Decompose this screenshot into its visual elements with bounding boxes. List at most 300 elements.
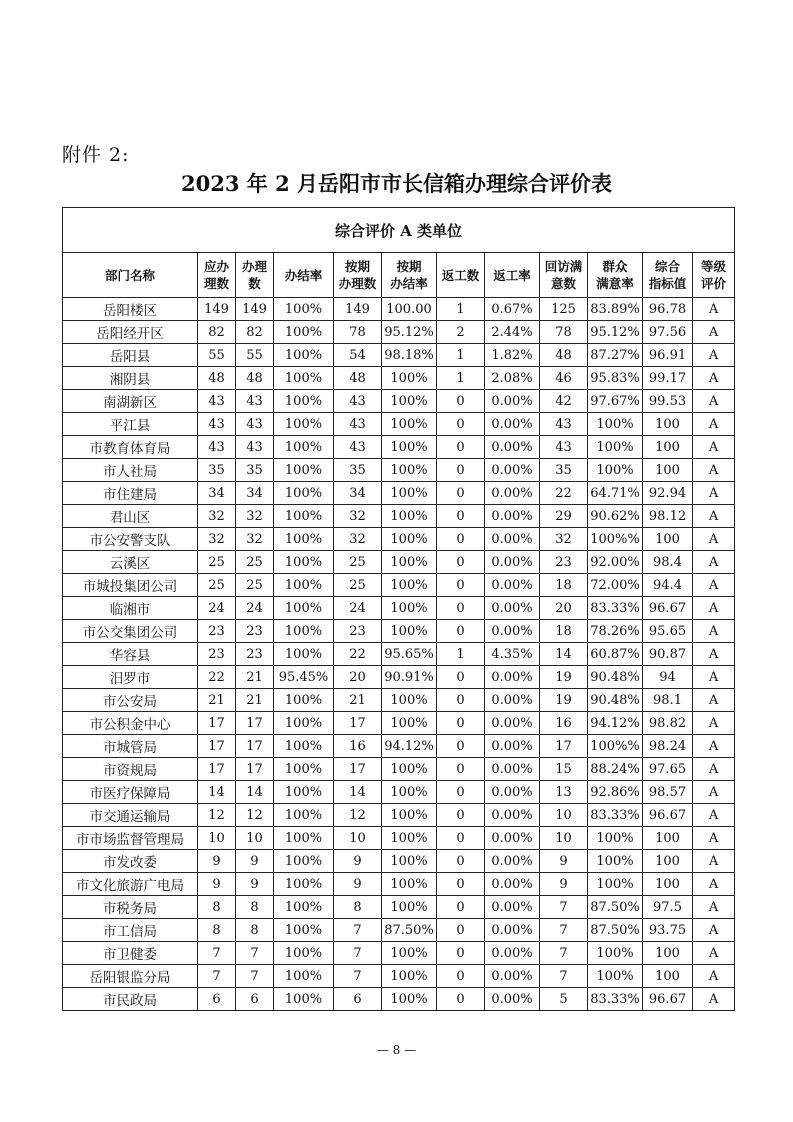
table-cell: A [693,735,735,758]
table-cell: A [693,505,735,528]
table-cell: 32 [236,528,274,551]
table-cell: 24 [198,597,236,620]
table-cell: 43 [198,436,236,459]
table-cell: 100 [643,873,693,896]
table-cell: 0 [437,505,485,528]
table-cell: 100% [382,850,437,873]
table-row [63,321,735,344]
table-cell: 100% [274,344,334,367]
table-cell: 54 [334,344,382,367]
table-cell: 7 [236,965,274,988]
table-cell: 48 [540,344,588,367]
table-cell: 8 [198,919,236,942]
table-cell: 0.00% [485,942,540,965]
column-header-line: 意数 [550,276,576,291]
table-cell: 88.24% [588,758,643,781]
table-cell: A [693,551,735,574]
table-row [63,919,735,942]
table-cell: A [693,574,735,597]
table-cell: 100% [588,436,643,459]
table-cell: 43 [198,390,236,413]
table-cell: 17 [198,758,236,781]
table-cell: 0.00% [485,528,540,551]
table-cell: 9 [540,850,588,873]
table-cell: A [693,827,735,850]
table-cell: 0 [437,758,485,781]
table-cell: 92.00% [588,551,643,574]
table-cell: 100% [588,459,643,482]
table-row [63,528,735,551]
table-cell: 100 [643,413,693,436]
table-cell: A [693,666,735,689]
table-cell: 87.50% [382,919,437,942]
table-cell: 95.83% [588,367,643,390]
table-row [63,436,735,459]
table-cell: 8 [334,896,382,919]
table-cell: 100% [274,804,334,827]
table-cell: 94.12% [588,712,643,735]
table-cell: 7 [334,919,382,942]
table-cell: 17 [334,712,382,735]
department-name-cell: 市卫健委 [63,942,198,965]
table-cell: 100% [588,942,643,965]
table-cell: 94.12% [382,735,437,758]
table-cell: 7 [540,942,588,965]
table-cell: 60.87% [588,643,643,666]
header-row [63,253,735,298]
table-cell: 9 [334,850,382,873]
table-cell: 97.65 [643,758,693,781]
table-cell: 9 [236,873,274,896]
table-cell: 25 [236,574,274,597]
table-cell: 17 [540,735,588,758]
table-cell: A [693,896,735,919]
attachment-label: 附件 2: [62,144,130,166]
table-cell: 17 [236,735,274,758]
table-cell: 14 [540,643,588,666]
table-cell: 17 [236,712,274,735]
table-row [63,873,735,896]
table-cell: 96.67 [643,597,693,620]
table-cell: 100% [274,827,334,850]
column-header-line: 返工数 [441,267,480,283]
column-header [198,253,236,298]
page-number: — 8 — [376,1043,417,1057]
table-cell: 35 [334,459,382,482]
table-cell: 100% [382,689,437,712]
table-cell: 95.65 [643,620,693,643]
table-row [63,850,735,873]
department-name-cell: 平江县 [63,413,198,436]
table-cell: 0 [437,873,485,896]
table-cell: A [693,436,735,459]
department-name-cell: 市住建局 [63,482,198,505]
table-cell: 48 [236,367,274,390]
table-cell: 16 [540,712,588,735]
table-cell: 83.33% [588,804,643,827]
table-cell: 43 [198,413,236,436]
table-cell: 100% [274,850,334,873]
table-cell: A [693,344,735,367]
table-cell: 100% [382,597,437,620]
table-cell: A [693,781,735,804]
department-name-cell: 市教育体育局 [63,436,198,459]
table-row [63,827,735,850]
department-name-cell: 君山区 [63,505,198,528]
table-cell: 0.00% [485,413,540,436]
table-cell: 22 [334,643,382,666]
table-cell: 100% [274,436,334,459]
table-cell: 97.5 [643,896,693,919]
table-row [63,758,735,781]
table-cell: 0 [437,620,485,643]
table-cell: 23 [198,643,236,666]
table-cell: A [693,482,735,505]
department-name-cell: 市公安局 [63,689,198,712]
table-cell: 0.00% [485,597,540,620]
department-name-cell: 市工信局 [63,919,198,942]
table-cell: 23 [540,551,588,574]
department-name-cell: 岳阳经开区 [63,321,198,344]
table-cell: 100% [588,413,643,436]
table-cell: 100% [274,482,334,505]
department-name-cell: 云溪区 [63,551,198,574]
table-cell: 100% [588,965,643,988]
table-cell: 125 [540,298,588,321]
table-cell: 0.67% [485,298,540,321]
table-cell: A [693,804,735,827]
table-cell: 17 [334,758,382,781]
table-row [63,367,735,390]
table-row [63,988,735,1011]
table-cell: 0 [437,965,485,988]
table-row [63,965,735,988]
table-cell: 149 [334,298,382,321]
table-cell: A [693,528,735,551]
department-name-cell: 市发改委 [63,850,198,873]
table-row [63,735,735,758]
column-header-line: 办理数 [338,276,377,291]
table-cell: 98.1 [643,689,693,712]
table-cell: 100 [643,459,693,482]
table-cell: 8 [236,896,274,919]
table-cell: 100% [382,436,437,459]
table-cell: 0.00% [485,827,540,850]
table-cell: 100 [643,850,693,873]
table-cell: 6 [236,988,274,1011]
column-header [485,253,540,298]
table-cell: 22 [198,666,236,689]
table-cell: 1.82% [485,344,540,367]
table-cell: 0 [437,413,485,436]
column-header [588,253,643,298]
table-cell: 32 [236,505,274,528]
table-cell: 100% [274,551,334,574]
column-header [274,253,334,298]
table-row [63,712,735,735]
table-cell: 0 [437,551,485,574]
department-name-cell: 市民政局 [63,988,198,1011]
table-cell: 100% [382,942,437,965]
column-header-line: 等级 [701,259,727,274]
table-cell: 100% [382,965,437,988]
table-cell: 72.00% [588,574,643,597]
table-cell: 0.00% [485,758,540,781]
table-cell: 100% [274,298,334,321]
department-name-cell: 湘阴县 [63,367,198,390]
table-cell: 0 [437,827,485,850]
table-cell: 48 [334,367,382,390]
table-cell: 90.91% [382,666,437,689]
table-row [63,896,735,919]
table-cell: 96.67 [643,804,693,827]
table-cell: 24 [236,597,274,620]
table-cell: 43 [334,413,382,436]
table-cell: 2.08% [485,367,540,390]
table-cell: 46 [540,367,588,390]
department-name-cell: 市交通运输局 [63,804,198,827]
table-cell: 42 [540,390,588,413]
section-title: 综合评价 A 类单位 [63,208,735,253]
table-cell: 92.94 [643,482,693,505]
table-cell: 55 [236,344,274,367]
table-cell: 15 [540,758,588,781]
table-cell: 43 [236,436,274,459]
table-cell: 0.00% [485,919,540,942]
table-cell: 0 [437,528,485,551]
table-cell: 0.00% [485,873,540,896]
table-cell: 100% [382,459,437,482]
table-cell: 6 [334,988,382,1011]
table-cell: 25 [334,574,382,597]
table-cell: 0 [437,919,485,942]
table-cell: 17 [198,712,236,735]
column-header-line: 返工率 [493,267,531,283]
table-cell: 35 [198,459,236,482]
table-cell: 100% [382,413,437,436]
table-cell: 100% [274,965,334,988]
table-cell: 19 [540,689,588,712]
table-cell: 32 [334,505,382,528]
table-row [63,689,735,712]
table-cell: 24 [334,597,382,620]
table-cell: 0 [437,988,485,1011]
table-cell: 21 [334,689,382,712]
table-cell: A [693,367,735,390]
table-cell: 95.65% [382,643,437,666]
table-cell: 0.00% [485,459,540,482]
department-name-cell: 岳阳银监分局 [63,965,198,988]
table-row [63,459,735,482]
table-cell: 100% [274,643,334,666]
table-cell: 0 [437,574,485,597]
table-cell: 100% [274,620,334,643]
table-cell: 0 [437,459,485,482]
table-cell: 100% [274,367,334,390]
column-header-line: 办结率 [284,267,323,283]
table-cell: 25 [236,551,274,574]
table-cell: 100% [382,758,437,781]
table-cell: 43 [236,413,274,436]
table-cell: 10 [334,827,382,850]
table-cell: 100% [382,712,437,735]
table-cell: 13 [540,781,588,804]
table-cell: 0 [437,735,485,758]
table-cell: 0.00% [485,804,540,827]
table-row [63,344,735,367]
table-cell: 100% [382,804,437,827]
table-cell: 82 [236,321,274,344]
table-cell: A [693,298,735,321]
table-cell: 12 [236,804,274,827]
column-header-line: 理数 [203,276,229,291]
table-cell: A [693,988,735,1011]
table-cell: A [693,459,735,482]
table-cell: 100 [643,965,693,988]
table-cell: 23 [236,643,274,666]
table-cell: 90.48% [588,666,643,689]
table-row [63,620,735,643]
table-cell: 94.4 [643,574,693,597]
table-cell: A [693,413,735,436]
department-name-cell: 市税务局 [63,896,198,919]
table-cell: 8 [236,919,274,942]
table-cell: 100% [274,988,334,1011]
table-cell: A [693,620,735,643]
column-header [437,253,485,298]
table-cell: 100% [588,873,643,896]
table-cell: 98.24 [643,735,693,758]
table-cell: 29 [540,505,588,528]
table-cell: 78 [334,321,382,344]
table-cell: 8 [198,896,236,919]
column-header-line: 部门名称 [104,267,155,283]
table-cell: 95.45% [274,666,334,689]
table-cell: 14 [198,781,236,804]
table-cell: 78.26% [588,620,643,643]
table-cell: 16 [334,735,382,758]
table-cell: 43 [540,436,588,459]
table-cell: 7 [540,919,588,942]
column-header-line: 办结率 [390,276,428,291]
table-cell: 0.00% [485,689,540,712]
department-name-cell: 市公安警支队 [63,528,198,551]
column-header-line: 群众 [602,259,628,274]
table-cell: 0.00% [485,505,540,528]
table-cell: 34 [198,482,236,505]
table-cell: 100%% [588,528,643,551]
table-cell: 100% [588,827,643,850]
column-header-line: 指标值 [648,276,687,291]
column-header-line: 应办 [203,259,229,274]
table-cell: 93.75 [643,919,693,942]
table-cell: 6 [198,988,236,1011]
table-cell: 98.4 [643,551,693,574]
table-cell: 100 [643,528,693,551]
table-cell: 43 [334,390,382,413]
table-cell: 99.53 [643,390,693,413]
column-header [63,253,198,298]
table-row [63,482,735,505]
table-cell: A [693,321,735,344]
table-cell: 0 [437,896,485,919]
table-cell: 98.12 [643,505,693,528]
table-cell: 100% [274,689,334,712]
table-cell: 0 [437,436,485,459]
table-cell: 64.71% [588,482,643,505]
department-name-cell: 南湖新区 [63,390,198,413]
table-cell: 7 [540,896,588,919]
table-cell: 2 [437,321,485,344]
table-cell: 1 [437,643,485,666]
column-header [540,253,588,298]
table-cell: 4.35% [485,643,540,666]
column-header-line: 办理 [241,259,267,274]
table-cell: 96.67 [643,988,693,1011]
table-cell: A [693,390,735,413]
table-row [63,574,735,597]
table-row [63,390,735,413]
table-cell: 22 [540,482,588,505]
table-row [63,413,735,436]
table-cell: A [693,712,735,735]
table-cell: 83.89% [588,298,643,321]
table-cell: 0 [437,597,485,620]
column-header [643,253,693,298]
table-cell: 0.00% [485,620,540,643]
table-cell: 5 [540,988,588,1011]
table-cell: 0 [437,482,485,505]
table-cell: 100% [274,505,334,528]
table-cell: 96.91 [643,344,693,367]
table-cell: 100% [274,528,334,551]
table-cell: 10 [236,827,274,850]
table-cell: 7 [198,942,236,965]
table-cell: 0.00% [485,965,540,988]
table-cell: 0.00% [485,850,540,873]
column-header-line: 数 [248,276,261,291]
table-cell: 100% [274,758,334,781]
table-cell: 90.62% [588,505,643,528]
table-cell: 0 [437,390,485,413]
table-cell: 100% [382,390,437,413]
table-cell: 17 [236,758,274,781]
table-cell: 100% [382,988,437,1011]
table-cell: A [693,643,735,666]
table-cell: 0 [437,666,485,689]
table-cell: 7 [198,965,236,988]
table-cell: 100 [643,827,693,850]
table-cell: A [693,758,735,781]
table-cell: 10 [540,804,588,827]
table-cell: 100% [382,896,437,919]
department-name-cell: 岳阳楼区 [63,298,198,321]
table-cell: 78 [540,321,588,344]
table-cell: A [693,850,735,873]
table-cell: 20 [334,666,382,689]
table-cell: 149 [198,298,236,321]
department-name-cell: 临湘市 [63,597,198,620]
department-name-cell: 市人社局 [63,459,198,482]
table-cell: 0.00% [485,712,540,735]
table-cell: 100% [382,367,437,390]
column-header-line: 按期 [396,259,422,274]
table-cell: 95.12% [588,321,643,344]
column-header-line: 回访满 [544,259,583,274]
table-cell: 87.50% [588,896,643,919]
table-cell: 100% [274,873,334,896]
column-header-line: 满意率 [596,276,634,291]
